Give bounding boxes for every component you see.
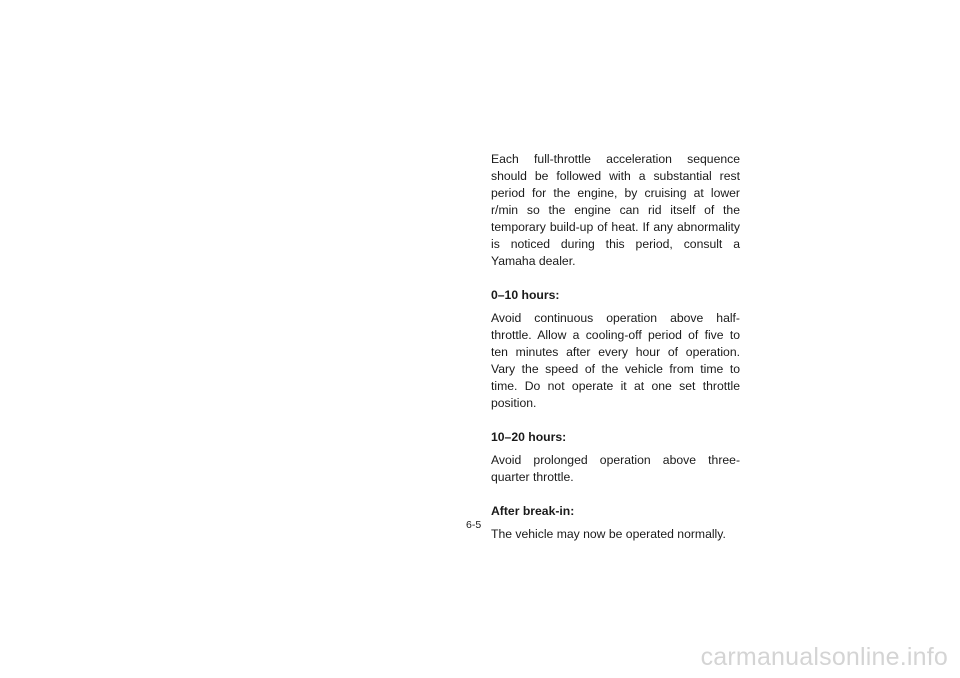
spacer — [491, 412, 740, 429]
section-heading-0-10-hours: 0–10 hours: — [491, 288, 560, 302]
section-heading-after-break-in: After break-in: — [491, 504, 575, 518]
section-body-after-break-in: The vehicle may now be operated normally. — [491, 527, 726, 541]
spacer — [491, 270, 740, 287]
watermark-text: carmanualsonline.info — [700, 643, 948, 671]
page-number: 6-5 — [466, 519, 482, 531]
section-body-10-20-hours: Avoid prolonged operation above three-quarter throttle. — [491, 453, 740, 484]
section-body-0-10-hours: Avoid continuous operation above half-throttle. Allow a cooling-off period of five to ten minutes after every hour of operation. Vary the speed of the vehicle from time to time. Do not operate it at one set throttle position. — [491, 311, 740, 410]
text-column — [491, 151, 740, 543]
intro-paragraph: Each full-throttle acceleration sequence should be followed with a substantial rest period for the engine, by cruising at lower r/min so the engine can rid itself of the temporary build-up of heat. If any abnormality is noticed during this period, consult a Yamaha dealer. — [491, 152, 740, 268]
spacer — [491, 486, 740, 503]
section-heading-10-20-hours: 10–20 hours: — [491, 430, 567, 444]
